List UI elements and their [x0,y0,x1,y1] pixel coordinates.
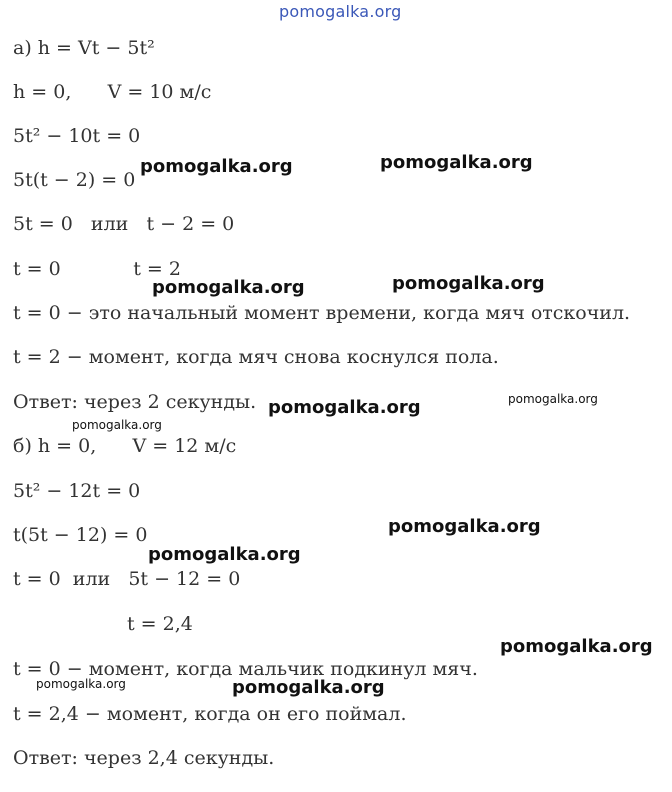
watermark: pomogalka.org [36,677,126,691]
watermark: pomogalka.org [268,397,421,418]
solution-line-a-root2-meaning: t = 2 − момент, когда мяч снова коснулся пола. [13,346,499,368]
watermark: pomogalka.org [508,392,598,406]
watermark: pomogalka.org [152,277,305,298]
solution-line-b-root1-meaning: t = 0 − момент, когда мальчик подкинул мяч. [13,658,478,680]
solution-line-a-equation: 5t² − 10t = 0 [13,125,141,147]
watermark: pomogalka.org [388,516,541,537]
solution-line-b-given: б) h = 0, V = 12 м/с [13,435,237,457]
watermark: pomogalka.org [148,544,301,565]
solution-line-a-given: h = 0, V = 10 м/с [13,81,212,103]
watermark: pomogalka.org [140,156,293,177]
solution-line-b-root2-meaning: t = 2,4 − момент, когда он его поймал. [13,703,407,725]
solution-line-a-roots: t = 0 t = 2 [13,258,181,280]
solution-line-b-equation: 5t² − 12t = 0 [13,480,141,502]
solution-line-a-factored: 5t(t − 2) = 0 [13,169,136,191]
solution-line-a-root1-meaning: t = 0 − это начальный момент времени, когда мяч отскочил. [13,302,631,324]
header-watermark: pomogalka.org [279,2,402,21]
solution-line-b-root: t = 2,4 [127,613,193,635]
solution-line-a-answer: Ответ: через 2 секунды. [13,391,257,413]
solution-line-a-formula: а) h = Vt − 5t² [13,37,155,59]
solution-line-b-answer: Ответ: через 2,4 секунды. [13,747,275,769]
watermark: pomogalka.org [392,273,545,294]
solution-line-b-factored: t(5t − 12) = 0 [13,524,148,546]
watermark: pomogalka.org [380,152,533,173]
solution-line-a-cases: 5t = 0 или t − 2 = 0 [13,213,235,235]
watermark: pomogalka.org [72,418,162,432]
watermark: pomogalka.org [500,636,653,657]
solution-line-b-cases: t = 0 или 5t − 12 = 0 [13,568,241,590]
watermark: pomogalka.org [232,677,385,698]
